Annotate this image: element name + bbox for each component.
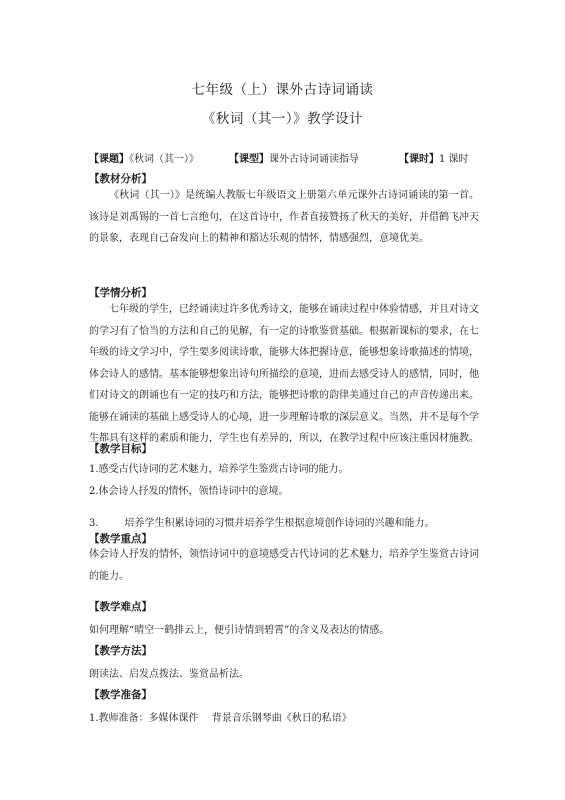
difficulty-text: 如何理解“晴空一鹤排云上，便引诗情到碧霄”的含义及表达的情感。 xyxy=(89,625,390,636)
students-heading: 【学情分析】 xyxy=(89,287,152,299)
difficulty-heading: 【教学难点】 xyxy=(89,601,152,613)
goal-item-3-text: 培养学生积累诗词的习惯并培养学生根据意境创作诗词的兴趣和能力。 xyxy=(124,518,435,529)
hours-label: 【课时】 xyxy=(399,154,439,165)
hours-value: 1 课时 xyxy=(439,154,469,165)
document-subtitle: 《秋词（其一）》教学设计 xyxy=(201,111,364,127)
goal-item-1: 1.感受古代诗词的艺术魅力，培养学生鉴赏古诗词的能力。 xyxy=(89,464,349,475)
topic-label: 【课题】 xyxy=(89,154,129,165)
document-title: 七年级（上）课外古诗词诵读 xyxy=(191,82,374,98)
students-text: 七年级的学生，已经诵读过许多优秀诗文，能够在诵读过程中体验情感，并且对诗文的学习有了恰当的方法和自己的见解，有一定的诗歌鉴赏基础。根据新课标的要求，在七年级的诗文学习中，学生要多阅读诗歌，能够大体把握诗意，能够想象诗歌描述的情境，体会诗人的感情。基本能够想象出诗句所描绘的意境，进而去感受诗人的感情，同时，他们对诗文的朗诵也有一定的技巧和方法，能够把诗歌的韵律美通过自己的声音传递出来。能够在诵读的基础上感受诗人的心境，进一步理解诗歌的深层意义。当然，并不是每个学生都具有这样的素质和能力，学生也有差异的，所以，在教学过程中应该注重因材施教。 xyxy=(89,304,479,444)
goal-item-2: 2.体会诗人抒发的情怀，领悟诗词中的意境。 xyxy=(89,486,289,497)
methods-text: 朗读法、启发点拨法、鉴赏品析法。 xyxy=(89,669,249,680)
lesson-info-row xyxy=(89,150,469,165)
type-label: 【课型】 xyxy=(229,154,269,165)
prep-text: 1.教师准备：多媒体课件 背景音乐钢琴曲《秋日的私语》 xyxy=(89,713,352,724)
topic-value: 《秋词（其一）》 xyxy=(129,154,199,165)
methods-heading: 【教学方法】 xyxy=(89,645,152,657)
type-value: 课外古诗词诵读指导 xyxy=(269,154,359,165)
focus-text: 体会诗人抒发的情怀，领悟诗词中的意境感受古代诗词的艺术魅力，培养学生鉴赏古诗词的能力。 xyxy=(89,549,479,582)
goal-item-3-number: 3. xyxy=(89,518,99,529)
goals-heading: 【教学目标】 xyxy=(89,443,152,455)
analysis-heading: 【教材分析】 xyxy=(89,173,152,185)
prep-heading: 【教学准备】 xyxy=(89,689,152,701)
focus-heading: 【教学重点】 xyxy=(89,533,152,545)
goal-item-3 xyxy=(89,514,435,529)
analysis-text: 《秋词（其一）》是统编人教版七年级语文上册第六单元课外古诗词诵读的第一首。该诗是刘禹锡的一首七言绝句，在这首诗中，作者直接赞扬了秋天的美好，并借鹤飞冲天的景象，表现自己奋发向上的精神和豁达乐观的情怀，情感强烈，意境优美。 xyxy=(89,190,479,244)
